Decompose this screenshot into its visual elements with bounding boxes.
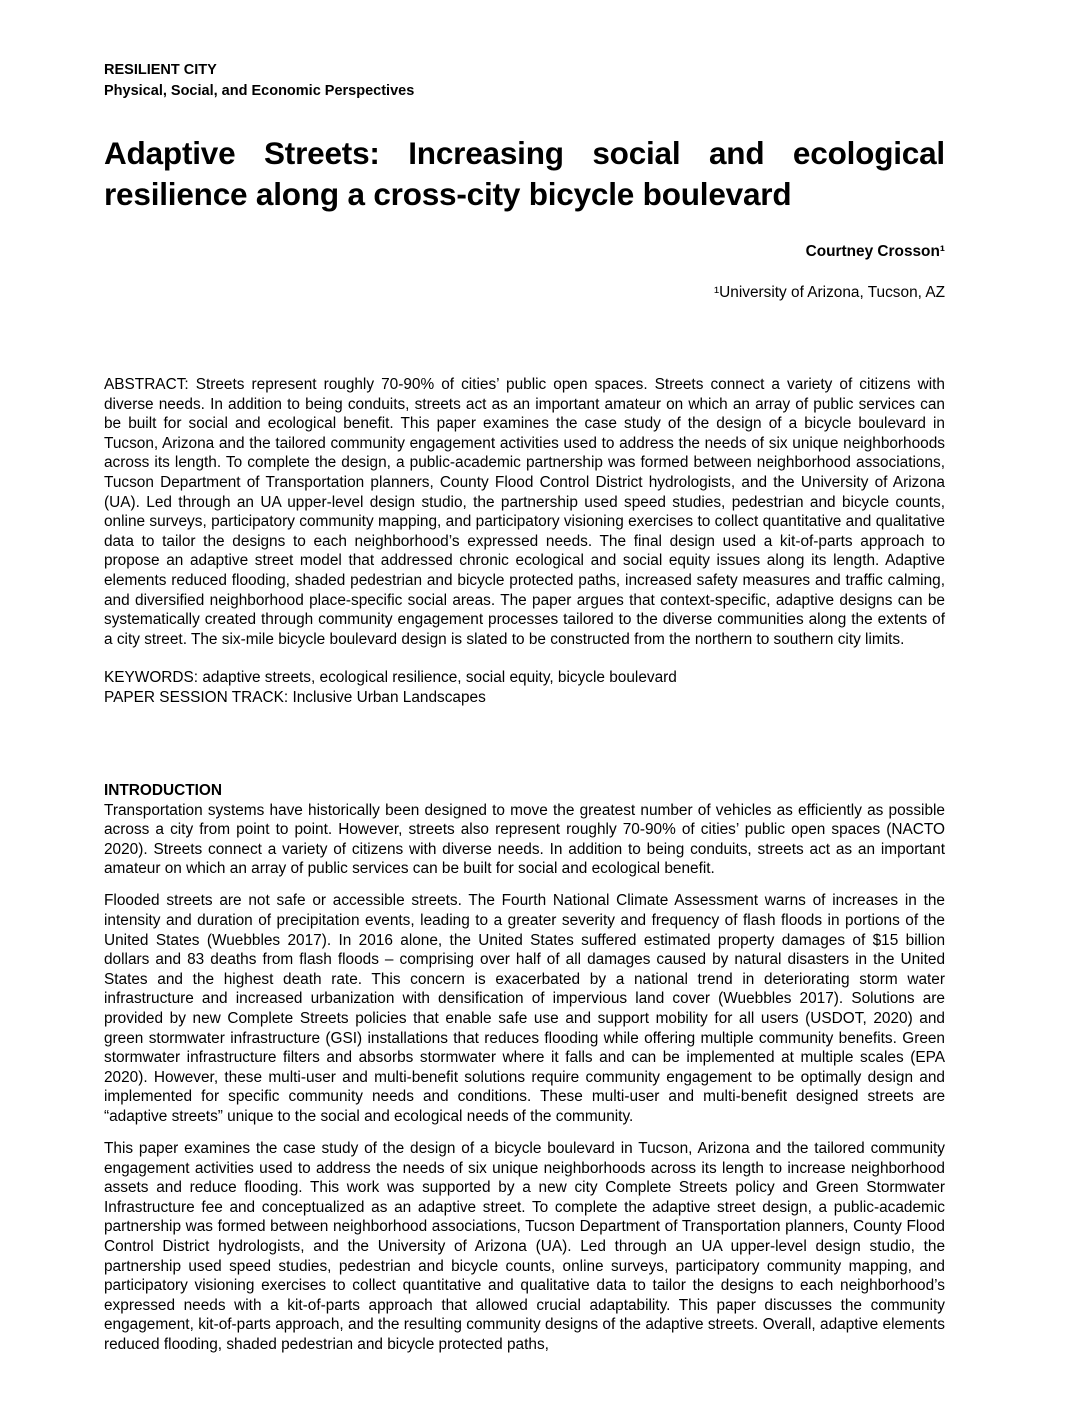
keywords-line: KEYWORDS: adaptive streets, ecological resilience, social equity, bicycle boulevard [104,669,677,686]
introduction-paragraph-3: This paper examines the case study of the design of a bicycle boulevard in Tucson, Arizona and the tailored community engagement activities used to address the needs of six unique neighborhoods across its length to increase neighborhood assets and reduce flooding. This work was supported by a new city Complete Streets policy and Green Stormwater Infrastructure fee and conceptualized as an adaptive street. To complete the adaptive street design, a public-academic partnership was formed between neighborhood associations, Tucson Department of Transportation planners, County Flood Control District hydrologists, and the University of Arizona (UA). Led through an UA upper-level design studio, the partnership used speed studies, pedestrian and bicycle counts, online surveys, participatory community mapping, and participatory visioning exercises to collect quantitative and qualitative data to tailor the designs to each neighborhood’s expressed needs with a kit-of-parts approach that allowed crucial adaptability. This paper discusses the community engagement, kit-of-parts approach, and the resulting community designs of the adaptive streets. Overall, adaptive elements reduced flooding, shaded pedestrian and bicycle protected paths, [104,1140,945,1354]
journal-header [104,60,945,102]
introduction-heading: INTRODUCTION [104,782,222,799]
session-track-line: PAPER SESSION TRACK: Inclusive Urban Landscapes [104,688,486,706]
author-name: Courtney Crosson¹ [805,243,945,260]
abstract-paragraph: ABSTRACT: Streets represent roughly 70-90% of cities’ public open spaces. Streets connect a variety of citizens with diverse needs. In addition to being conduits, streets act as an important amateur on which an array of public services can be built for social and ecological benefit. This paper examines the case study of the design of a bicycle boulevard in Tucson, Arizona and the tailored community engagement activities used to address the needs of six unique neighborhoods across its length. To complete the design, a public-academic partnership was formed between neighborhood associations, Tucson Department of Transportation planners, County Flood Control District hydrologists, and the University of Arizona (UA). Led through an UA upper-level design studio, the partnership used speed studies, pedestrian and bicycle counts, online surveys, participatory community mapping, and participatory visioning exercises to collect quantitative and qualitative data to tailor the designs to each neighborhood’s expressed needs. The final design used a kit-of-parts approach to propose an adaptive street model that addressed chronic ecological and social equity issues along its length. Adaptive elements reduced flooding, shaded pedestrian and bicycle protected paths, increased safety measures and traffic calming, and diversified neighborhood place-specific social areas. The paper argues that context-specific, adaptive designs can be systematically created through community engagement processes tailored to the diverse communities along the extents of a city street. The six-mile bicycle boulevard design is slated to be constructed from the northern to southern city limits. [104,376,945,648]
introduction-paragraph-2: Flooded streets are not safe or accessible streets. The Fourth National Climate Assessment warns of increases in the intensity and duration of precipitation events, leading to a greater severity and frequency of flash floods in portions of the United States (Wuebbles 2017). In 2016 alone, the United States suffered estimated property damages of $15 billion dollars and 83 deaths from flash floods – comprising over half of all damages caused by natural disasters in the United States and the highest death rate. This concern is exacerbated by a national trend in deteriorating storm water infrastructure and increased urbanization with densification of impervious land cover (Wuebbles 2017). Solutions are provided by new Complete Streets policies that enable safe use and support mobility for all users (USDOT, 2020) and green stormwater infrastructure (GSI) installations that reduces flooding while offering multiple community benefits. Green stormwater infrastructure filters and absorbs stormwater where it falls and can be implemented at multiple scales (EPA 2020). However, these multi-user and multi-benefit solutions require community engagement to be optimally design and implemented for specific community needs and conditions. These multi-user and multi-benefit designed streets are “adaptive streets” unique to the social and ecological needs of the community. [104,892,945,1125]
paper-title [104,133,945,215]
journal-title: RESILIENT CITY [104,62,217,78]
keywords-block [104,668,945,707]
author-affiliation: ¹University of Arizona, Tucson, AZ [714,284,945,301]
journal-subtitle: Physical, Social, and Economic Perspectives [104,83,415,99]
introduction-paragraph-1: Transportation systems have historically been designed to move the greatest number of vehicles as efficiently as possible across a city from point to point. However, streets also represent roughly 70-90% of cities’ public open spaces (NACTO 2020). Streets connect a variety of citizens with diverse needs. In addition to being conduits, streets act as an important amateur on which an array of public services can be built for social and ecological benefit. [104,801,945,878]
introduction-section [104,781,945,1355]
paper-title-line-2: resilience along a cross-city bicycle boulevard [104,176,792,212]
paper-title-line-1: Adaptive Streets: Increasing social and ecological [104,135,945,171]
